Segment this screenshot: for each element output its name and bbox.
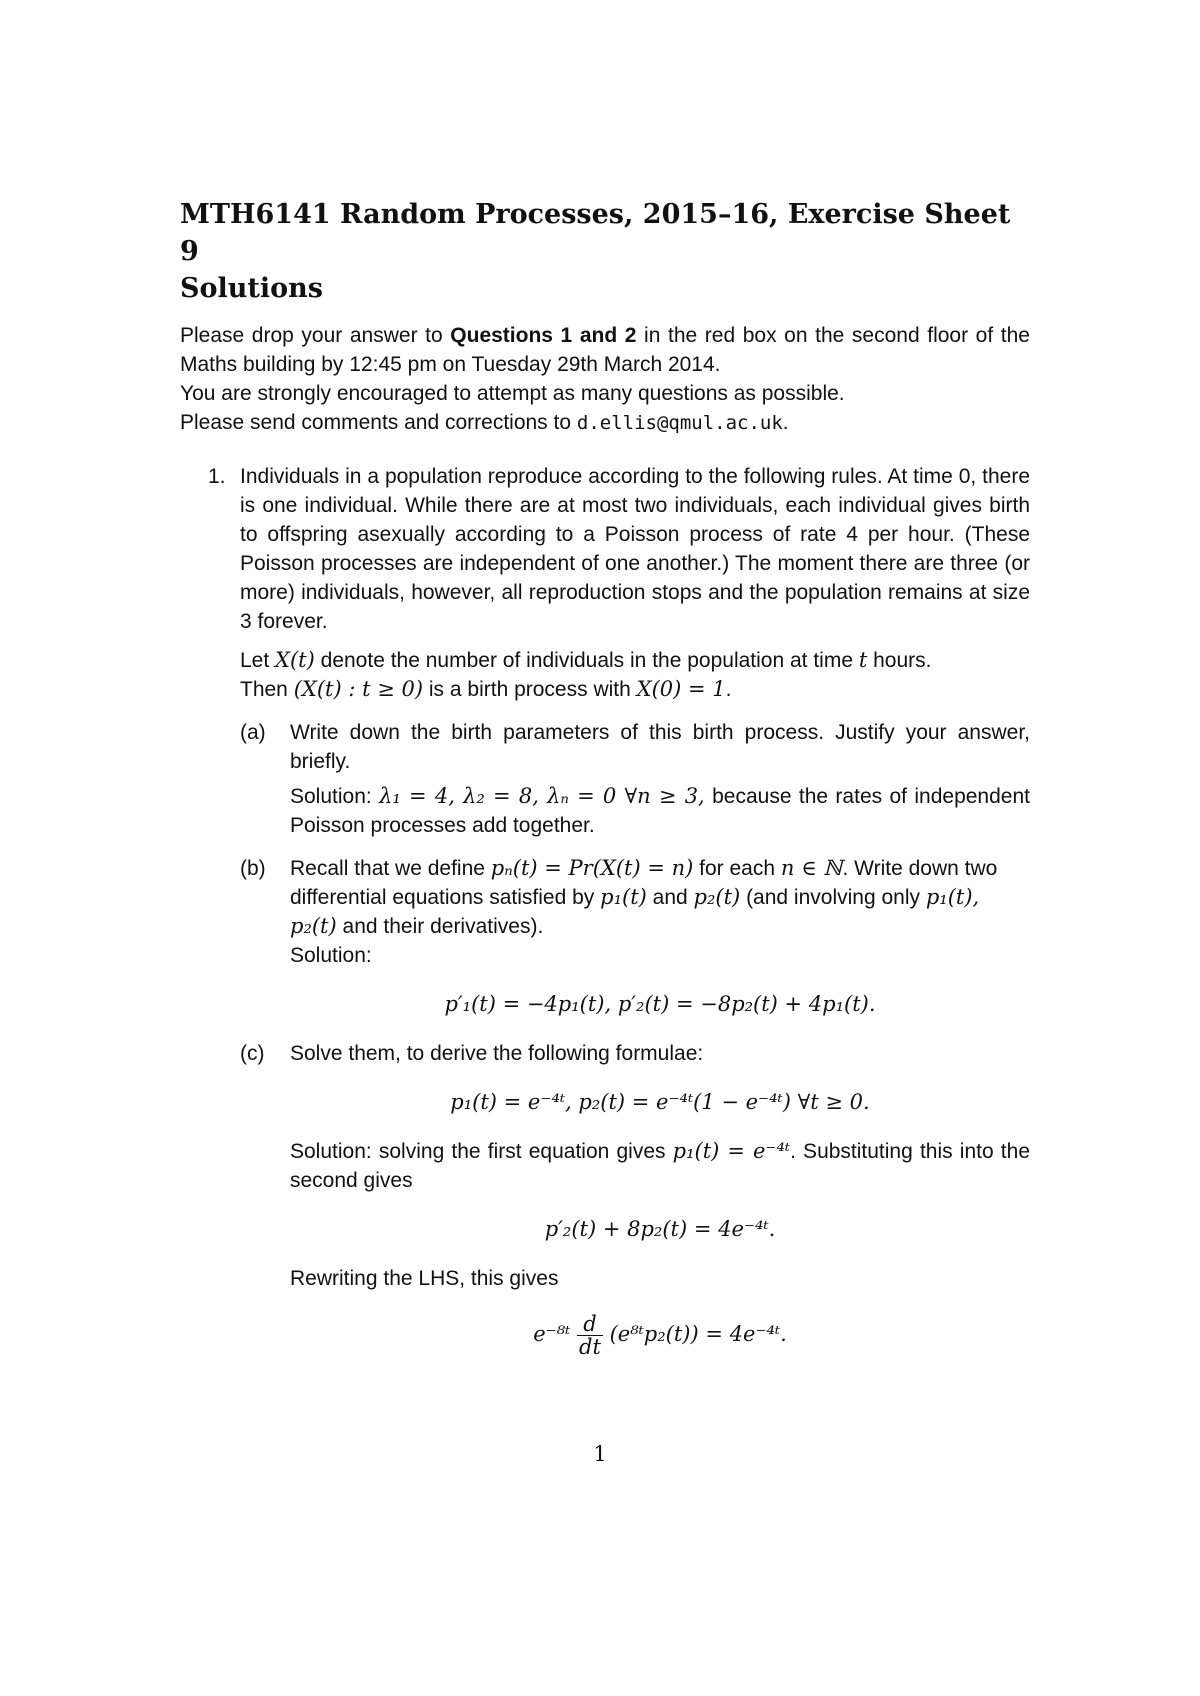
math-birth-rates: λ₁ = 4, λ₂ = 8, λₙ = 0 ∀n ≥ 3, (379, 784, 705, 808)
text: and their derivatives). (336, 915, 544, 938)
text: hours. (867, 649, 932, 672)
text: because the rates of independent Poisson processes add together. (290, 785, 1030, 837)
part-c-question: Solve them, to derive the following formulae: (290, 1042, 704, 1065)
part-b-label: (b) (240, 857, 266, 880)
text: Then (240, 678, 294, 701)
math-exp-factor: e⁻⁸ᵗ (533, 1322, 571, 1346)
text: Recall that we define (290, 857, 491, 880)
part-c-equation-3 (290, 1313, 1030, 1358)
part-b-display-equation: p′₁(t) = −4p₁(t), p′₂(t) = −8p₂(t) + 4p₁(t). (444, 992, 876, 1016)
intro-text: Please drop your answer to (180, 324, 451, 347)
math-Xt: X(t) (275, 648, 315, 672)
math-expression: (e⁸ᵗp₂(t)) = 4e⁻⁴ᵗ. (609, 1322, 787, 1346)
question-1 (180, 462, 1030, 1358)
page-number: 1 (593, 1442, 607, 1466)
part-c-label: (c) (240, 1042, 265, 1065)
fraction-denominator: dt (579, 1335, 601, 1359)
part-b-solution-label: Solution: (290, 944, 372, 967)
part-a-label: (a) (240, 721, 266, 744)
text: . Write down two differential equations satisfied by (290, 857, 998, 909)
email-address[interactable]: d.ellis@qmul.ac.uk (576, 412, 783, 434)
derivative-fraction (577, 1313, 603, 1358)
intro-contact (180, 408, 1030, 438)
intro-text: Please send comments and corrections to (180, 411, 577, 434)
intro-text: . (782, 411, 789, 434)
text: . Substituting this into the second gives (290, 1140, 1030, 1192)
text: is a birth process with (423, 678, 637, 701)
math-p2: p₂(t) (693, 885, 741, 909)
math-p1-solution: p₁(t) = e⁻⁴ᵗ (672, 1139, 791, 1163)
part-c-rewrite: Rewriting the LHS, this gives (290, 1267, 559, 1290)
title-line-1: MTH6141 Random Processes, 2015–16, Exercise Sheet 9 (180, 199, 1011, 267)
math-p1: p₁(t) (600, 885, 647, 909)
text: . (725, 678, 732, 701)
math-t: t (858, 648, 868, 672)
text: (and involving only (740, 886, 926, 909)
text: denote the number of individuals in the population at time (314, 649, 859, 672)
part-b-question (290, 854, 1030, 941)
document-title (180, 196, 1030, 307)
part-a (240, 718, 1030, 840)
math-p1-p2: p₁(t), p₂(t) (290, 885, 980, 938)
text: Solution: solving the first equation gives (290, 1140, 673, 1163)
text: Let (240, 649, 276, 672)
part-c-equation-2: p′₂(t) + 8p₂(t) = 4e⁻⁴ᵗ. (544, 1217, 776, 1241)
intro-bold-questions: Questions 1 and 2 (450, 324, 637, 347)
title-line-2: Solutions (180, 273, 323, 304)
math-pn-def: pₙ(t) = Pr(X(t) = n) (490, 856, 694, 880)
math-initial: X(0) = 1 (636, 677, 726, 701)
intro-text: in the red box on the second floor of the Maths building by 12:45 pm on Tuesday 29th March 2014. (180, 324, 1030, 376)
part-a-question: Write down the birth parameters of this birth process. Justify your answer, briefly. (290, 721, 1030, 773)
part-a-solution (290, 782, 1030, 840)
question-1-definition (240, 646, 1030, 704)
document-page (180, 196, 1030, 1378)
part-b (240, 854, 1030, 1019)
intro-paragraph (180, 321, 1030, 379)
text: for each (693, 857, 781, 880)
fraction-numerator: d (577, 1313, 603, 1336)
part-c (240, 1039, 1030, 1358)
math-process: (X(t) : t ≥ 0) (293, 677, 424, 701)
intro-encouragement: You are strongly encouraged to attempt as many questions as possible. (180, 382, 845, 405)
question-1-statement: Individuals in a population reproduce according to the following rules. At time 0, there is one individual. While there are at most two individuals, each individual gives birth to offspring asexually according to a Poisson process of rate 4 per hour. (These Poisson processes are independent of one another.) The moment there are three (or more) individuals, however, all reproduction stops and the population remains at size 3 forever. (240, 465, 1030, 633)
text: and (646, 886, 694, 909)
part-c-formulae: p₁(t) = e⁻⁴ᵗ, p₂(t) = e⁻⁴ᵗ(1 − e⁻⁴ᵗ) ∀t ≥ 0. (450, 1090, 870, 1114)
part-c-solution (290, 1137, 1030, 1195)
math-n-in-N: n ∈ ℕ (780, 856, 843, 880)
question-number: 1. (208, 465, 226, 488)
text: Solution: (290, 785, 380, 808)
